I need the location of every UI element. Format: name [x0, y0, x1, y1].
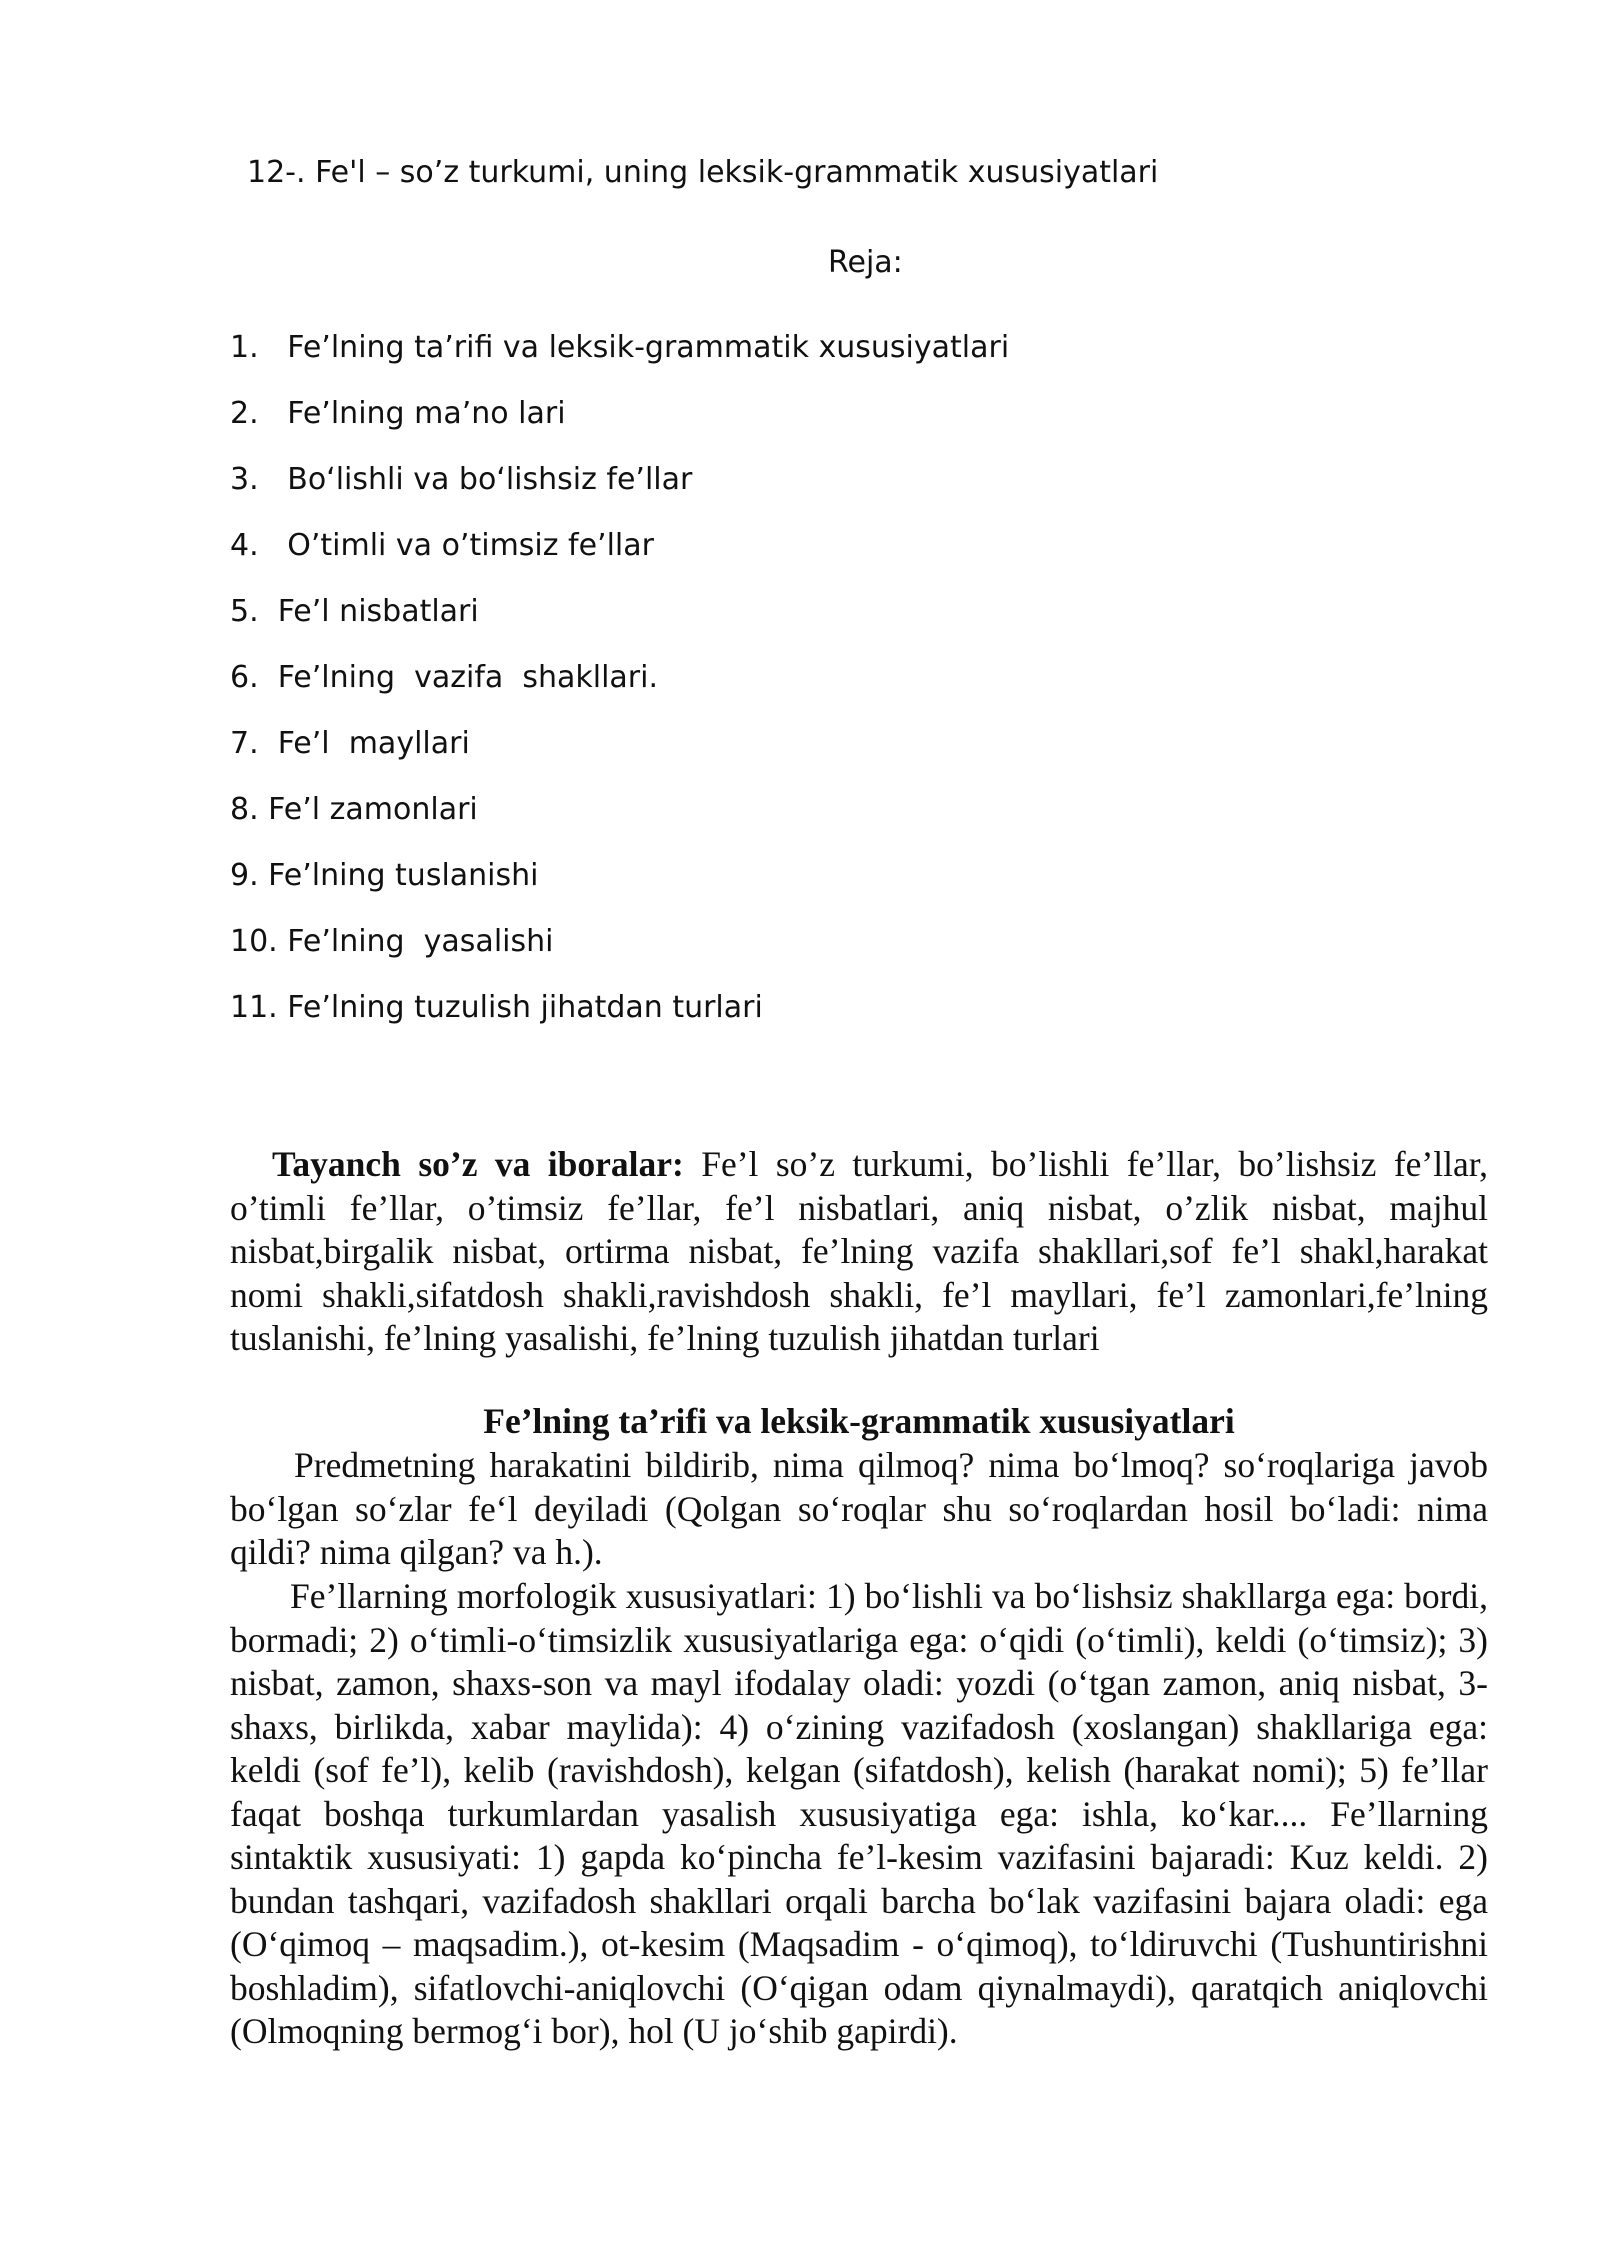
section-title: Fe’lning ta’rifi va leksik-grammatik xususiyatlari — [483, 1401, 1235, 1441]
plan-item: 6. Fe’lning vazifa shakllari. — [230, 660, 659, 695]
plan-item: 8. Fe’l zamonlari — [230, 792, 478, 827]
plan-item: 3. Bo‘lishli va bo‘lishsiz fe’llar — [230, 462, 693, 497]
keywords-label: Tayanch so’z va iboralar: — [272, 1144, 684, 1184]
plan-heading: Reja: — [828, 245, 903, 280]
plan-item: 9. Fe’lning tuslanishi — [230, 858, 539, 893]
keywords-paragraph — [230, 1143, 1488, 1361]
plan-item: 1. Fe’lning ta’rifi va leksik-grammatik xususiyatlari — [230, 330, 1010, 365]
keywords-text: Fe’l so’z turkumi, bo’lishli fe’llar, bo’lishsiz fe’llar, o’timli fe’llar, o’timsiz fe’llar, fe’l nisbatlari, aniq nisbat, o’zlik nisbat, majhul nisbat,birgalik nisbat, ortirma nisbat, fe’lning vazifa shakllari,sof fe’l shakl,harakat nomi shakli,sifatdosh shakli,ravishdosh shakli, fe’l mayllari, fe’l zamonlari,fe’lning tuslanishi, fe’lning yasalishi, fe’lning tuzulish jihatdan turlari — [230, 1144, 1488, 1358]
plan-item: 7. Fe’l mayllari — [230, 726, 470, 761]
document-title: 12-. Fe'l – so’z turkumi, uning leksik-grammatik xususiyatlari — [247, 155, 1159, 190]
plan-item: 2. Fe’lning ma’no lari — [230, 396, 566, 431]
body-paragraph-properties: Fe’llarning morfologik xususiyatlari: 1) bo‘lishli va bo‘lishsiz shakllarga ega: bordi, bormadi; 2) o‘timli-o‘timsizlik xususiyatlariga ega: o‘qidi (o‘timli), keldi (o‘timsiz); 3) nisbat, zamon, shaxs-son va mayl ifodalay oladi: yozdi (o‘tgan zamon, aniq nisbat, 3-shaxs, birlikda, xabar maylida): 4) o‘zining vazifadosh (xoslangan) shakllariga ega: keldi (sof fe’l), kelib (ravishdosh), kelgan (sifatdosh), kelish (harakat nomi); 5) fe’llar faqat boshqa turkumlardan yasalish xususiyatiga ega: ishla, ko‘kar.... Fe’llarning sintaktik xususiyati: 1) gapda ko‘pincha fe’l-kesim vazifasini bajaradi: Kuz keldi. 2) bundan tashqari, vazifadosh shakllari orqali barcha bo‘lak vazifasini bajara oladi: ega (O‘qimoq – maqsadim.), ot-kesim (Maqsadim - o‘qimoq), to‘ldiruvchi (Tushuntirishni boshladim), sifatlovchi-aniqlovchi (O‘qigan odam qiynalmaydi), qaratqich aniqlovchi (Olmoqning bermog‘i bor), hol (U jo‘shib gapirdi). — [230, 1576, 1488, 2051]
body-paragraph-definition: Predmetning harakatini bildirib, nima qilmoq? nima bo‘lmoq? so‘roqlariga javob bo‘lgan so‘zlar fe‘l deyiladi (Qolgan so‘roqlar shu so‘roqlardan hosil bo‘ladi: nima qildi? nima qilgan? va h.). — [230, 1445, 1488, 1572]
plan-item: 10. Fe’lning yasalishi — [230, 924, 554, 959]
plan-item: 11. Fe’lning tuzulish jihatdan turlari — [230, 990, 763, 1025]
plan-list — [230, 328, 1009, 1054]
plan-item: 4. O’timli va o’timsiz fe’llar — [230, 528, 654, 563]
plan-item: 5. Fe’l nisbatlari — [230, 594, 479, 629]
